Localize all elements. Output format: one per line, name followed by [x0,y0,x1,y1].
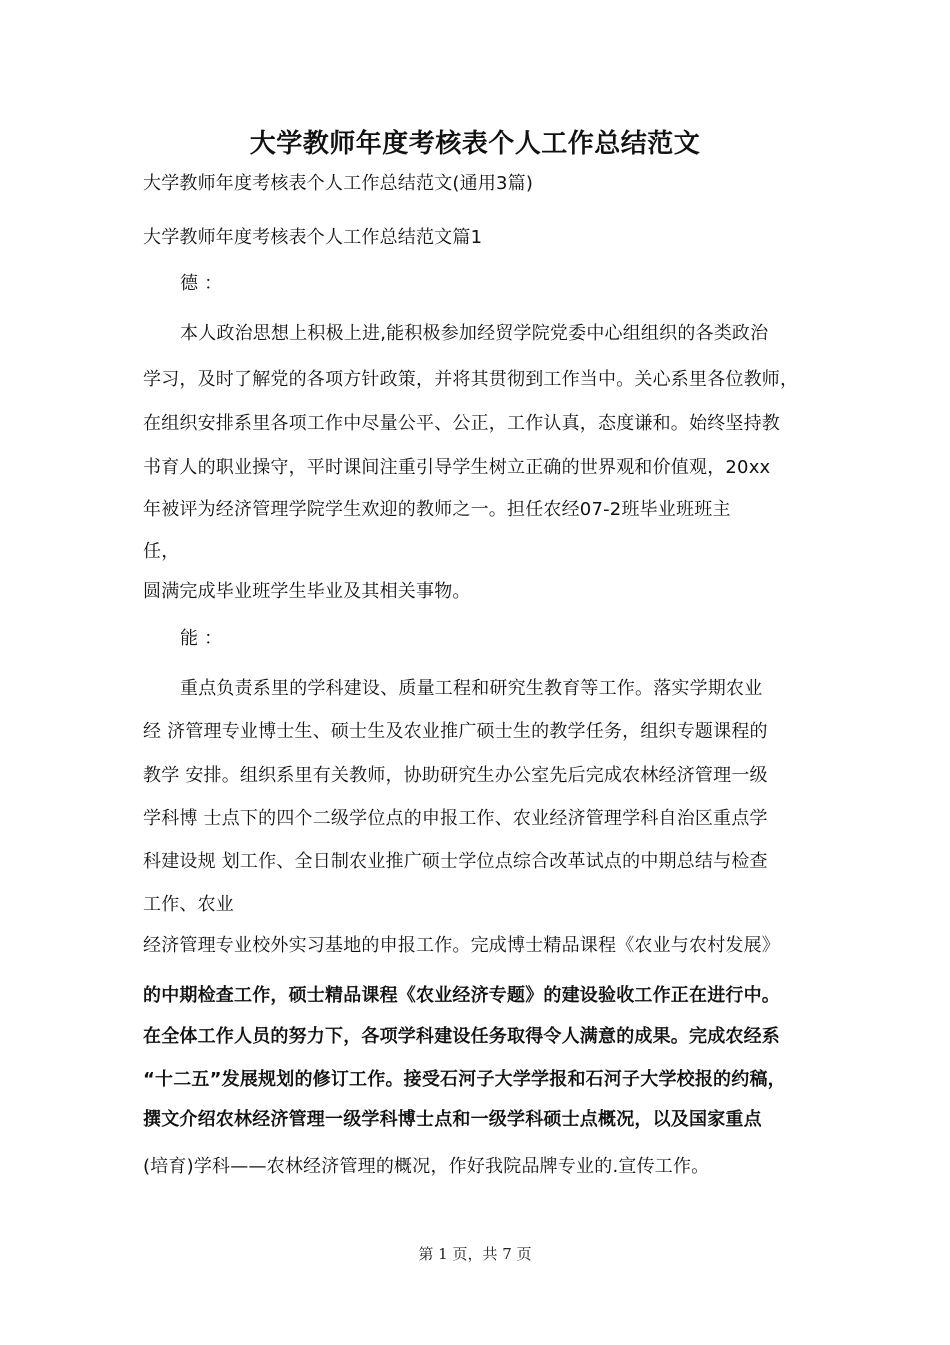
paragraph-line: 书育人的职业操守，平时课间注重引导学生树立正确的世界观和价值观，20xx [143,457,771,478]
paragraph-line: (培育)学科——农林经济管理的概况，作好我院品牌专业的.宣传工作。 [143,1156,710,1177]
document-title: 大学教师年度考核表个人工作总结范文 [249,129,701,159]
paragraph-line: 经济管理专业校外实习基地的申报工作。完成博士精品课程《农业与农村发展》 [143,935,780,956]
section-heading: 大学教师年度考核表个人工作总结范文篇1 [143,227,483,248]
bold-paragraph-line: 在全体工作人员的努力下，各项学科建设任务取得令人满意的成果。完成农经系 [143,1026,780,1047]
bold-paragraph-line: 撰文介绍农林经济管理一级学科博士点和一级学科硕士点概况，以及国家重点 [143,1109,762,1130]
paragraph-line: 教学 安排。组织系里有关教师，协助研究生办公室先后完成农林经济管理一级 [143,765,768,786]
bold-paragraph-line: “十二五”发展规划的修订工作。接受石河子大学学报和石河子大学校报的约稿， [143,1069,786,1090]
paragraph-line: 学科博 士点下的四个二级学位点的申报工作、农业经济管理学科自治区重点学 [143,808,768,829]
paragraph-line: 学习，及时了解党的各项方针政策，并将其贯彻到工作当中。关心系里各位教师， [143,369,799,390]
paragraph-line: 科建设规 划工作、全日制农业推广硕士学位点综合改革试点的中期总结与检查 [143,851,768,872]
neng-heading: 能 ： [180,628,223,649]
paragraph-line: 圆满完成毕业班学生毕业及其相关事物。 [143,581,471,602]
paragraph-line: 工作、农业 [143,894,234,915]
de-heading: 德 ： [180,273,223,294]
paragraph-line: 经 济管理专业博士生、硕士生及农业推广硕士生的教学任务，组织专题课程的 [143,721,768,742]
document-subtitle: 大学教师年度考核表个人工作总结范文(通用3篇) [143,173,534,194]
paragraph-line: 任， [143,541,180,562]
bold-paragraph-line: 的中期检查工作，硕士精品课程《农业经济专题》的建设验收工作正在进行中。 [143,985,780,1006]
paragraph-line: 重点负责系里的学科建设、质量工程和研究生教育等工作。落实学期农业 [180,678,763,699]
paragraph-line: 在组织安排系里各项工作中尽量公平、公正，工作认真，态度谦和。始终坚持教 [143,413,780,434]
paragraph-line: 本人政治思想上积极上进,能积极参加经贸学院党委中心组组织的各类政治 [180,323,769,344]
paragraph-line: 年被评为经济管理学院学生欢迎的教师之一。担任农经07-2班毕业班班主 [143,499,731,520]
page-footer: 第 1 页，共 7 页 [418,1245,532,1263]
